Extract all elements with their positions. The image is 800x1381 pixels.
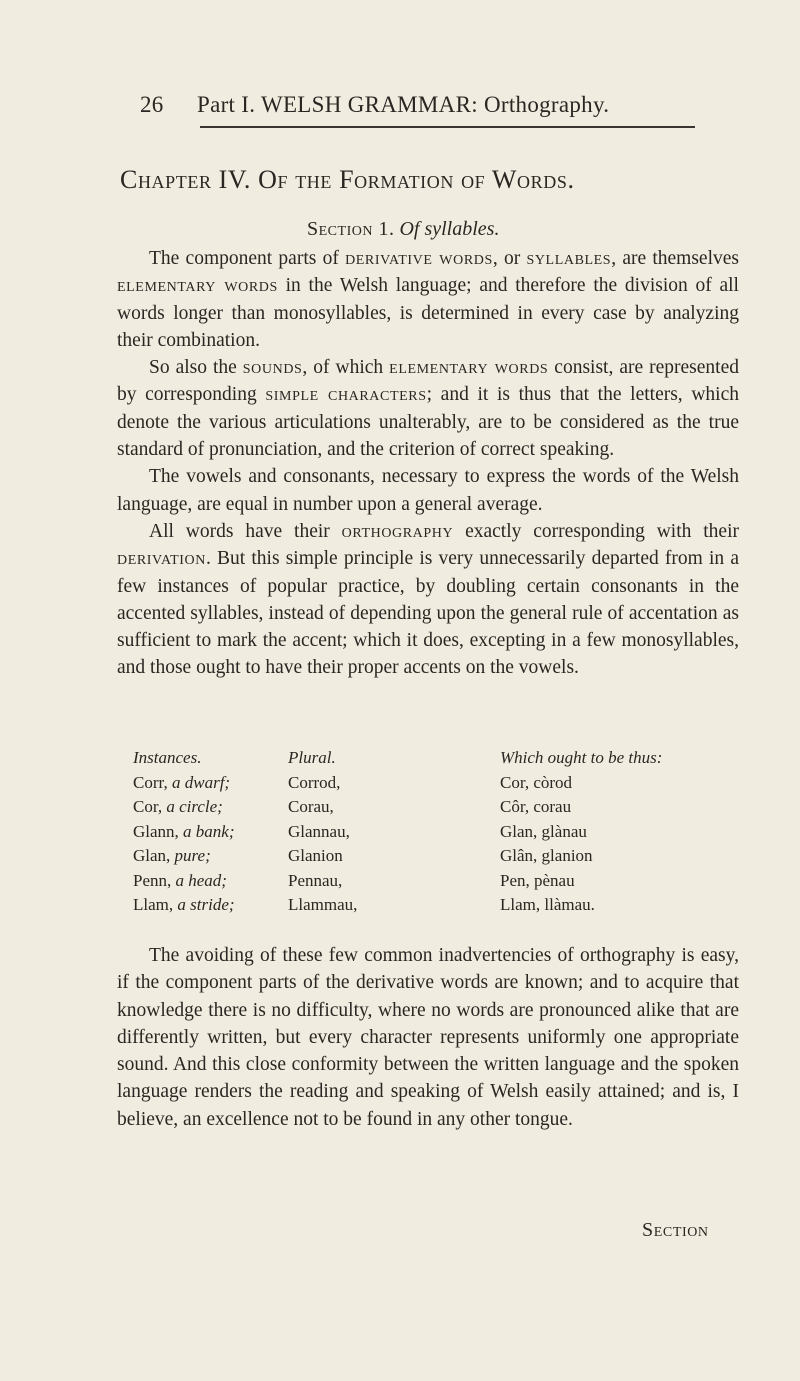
header-should-be: Which ought to be thus: [500,748,663,767]
p1-keyword-1: derivative words [345,248,493,269]
plural-cell: Corrod, [288,772,341,792]
p2-text-4: ; and it is thus that the letters, which denote the various articulations unalterably, are to be considered as the true standard of pronunciation, and the criterion of correct speaking. [117,384,739,461]
body-text-upper [117,245,739,682]
instance-word: Penn, [133,870,172,890]
instance-word: Glann, [133,821,179,841]
table-row [133,893,733,918]
p4-keyword-1: orthography [341,520,454,542]
plural-cell: Glannau, [288,821,350,841]
instance-cell [133,795,223,820]
running-title: Part I. WELSH GRAMMAR: Orthography. [197,92,610,117]
instance-word: Glan, [133,846,171,865]
section-label: Section 1. [307,218,395,240]
body-text-lower [117,942,739,1133]
plural-cell: Llammau, [288,895,358,914]
plural-cell: Pennau, [288,870,343,890]
p1-text-2: , or [492,248,527,269]
page-number: 26 [140,92,164,117]
instance-word: Cor, [133,797,163,816]
header-instances: Instances. [133,748,202,767]
table-row [133,820,733,845]
section-heading [307,218,499,241]
paragraph-1 [117,245,739,354]
table-row [133,844,733,869]
instance-meaning: a circle; [166,797,223,816]
paragraph-5: The avoiding of these few common inadvertencies of orthography is easy, if the component parts of the derivative words are known; and to acquire that knowledge there is no difficulty, where no words are pronounced alike that are differently written, but every character represents uniformly one appropriate sound. And this close conformity between the written language and the spoken language renders the reading and speaking of Welsh easily attained; and is, I believe, an excellence not to be found in any other tongue. [117,945,739,1130]
p1-text-1: The component parts of [149,248,346,269]
table-header-row [133,746,733,771]
instance-meaning: a stride; [177,895,235,914]
instance-meaning: a bank; [183,821,235,841]
instance-meaning: pure; [174,846,211,865]
p1-text-3: , are themselves [611,248,739,269]
paragraph-3: The vowels and consonants, necessary to express the words of the Welsh language, are equal in number upon a general average. [117,466,739,515]
should-be-cell: Cor, còrod [500,772,573,792]
p4-text-2: exactly corresponding with their [453,520,739,542]
instance-cell [133,844,211,869]
should-be-cell: Glân, glanion [500,846,593,865]
paragraph-2 [117,354,739,463]
instance-cell [133,820,235,845]
plural-cell: Glanion [288,846,343,865]
p2-keyword-3: simple characters [265,384,427,406]
should-be-cell: Pen, pènau [500,870,575,890]
instance-word: Corr, [133,772,168,792]
should-be-cell: Llam, llàmau. [500,895,595,914]
instance-cell [133,893,235,918]
header-plural: Plural. [288,748,336,767]
p2-keyword-1: sounds [242,357,303,379]
instance-meaning: a dwarf; [171,772,231,792]
p2-text-2: , of which [302,357,390,379]
catchword: Section [642,1219,709,1241]
paragraph-4 [117,518,739,682]
p4-text-1: All words have their [149,520,342,542]
plural-cell: Corau, [288,797,334,816]
p1-keyword-2: syllables [526,248,612,269]
p2-text-3: consist, are represented by corresponding [117,357,739,406]
table-row [133,869,733,894]
p1-keyword-3: elementary words [117,275,278,297]
table-row [133,795,733,820]
should-be-cell: Glan, glànau [500,821,587,841]
header-rule [200,126,695,128]
instance-cell [133,771,230,796]
instance-cell [133,869,227,894]
table-row [133,771,733,796]
instance-word: Llam, [133,895,174,914]
p4-text-3: . But this simple principle is very unnecessarily departed from in a few instances of popular practice, by doubling certain consonants in the accented syllables, instead of depending upon the general rule of accentation as sufficient to mark the accent; which it does, excepting in a few monosyllables, and those ought to have their proper accents on the vowels. [117,548,739,679]
p2-keyword-2: elementary words [389,357,549,379]
p4-keyword-2: derivation [117,548,206,570]
section-title: Of syllables. [399,218,500,240]
instance-meaning: a head; [175,870,227,890]
p1-text-4: in the Welsh language; and therefore the division of all words longer than monosyllables, is determined in every case by analyzing their combination. [117,275,739,351]
p2-text-1: So also the [149,357,243,379]
chapter-title: Chapter IV. Of the Formation of Words. [120,165,575,194]
should-be-cell: Côr, corau [500,797,572,816]
instances-table [133,746,733,918]
